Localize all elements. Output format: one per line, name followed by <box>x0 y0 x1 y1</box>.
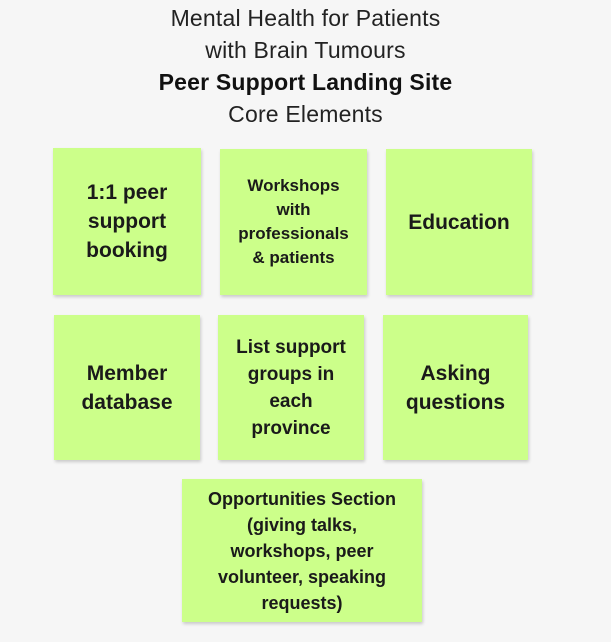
title-line-3: Peer Support Landing Site <box>158 69 453 95</box>
sticky-note-asking-questions[interactable] <box>383 315 528 460</box>
note-text-line: support <box>87 210 167 233</box>
note-text-line: groups in <box>247 363 335 385</box>
sticky-note-support-groups[interactable] <box>218 315 364 460</box>
note-text-line: Opportunities Section <box>207 488 396 509</box>
note-text-line: booking <box>86 239 168 262</box>
sticky-note-peer-support-booking[interactable] <box>53 148 201 295</box>
diagram-title <box>0 2 611 130</box>
title-line-4: Core Elements <box>228 101 383 127</box>
note-text-line: volunteer, speaking <box>217 566 387 587</box>
title-line-1: Mental Health for Patients <box>170 5 441 31</box>
note-text-line: Education <box>408 210 510 234</box>
sticky-note-workshops[interactable] <box>220 149 367 295</box>
sticky-note-member-database[interactable] <box>54 315 200 460</box>
sticky-note-education[interactable] <box>386 149 532 295</box>
title-line-2: with Brain Tumours <box>205 37 406 63</box>
note-text-line: 1:1 peer <box>86 181 168 204</box>
note-text-line: professionals <box>238 224 349 243</box>
note-text-line: Asking <box>420 361 491 385</box>
note-text-line: List support <box>236 336 346 358</box>
note-text-line: database <box>81 390 173 414</box>
note-text-line: Workshops <box>247 176 340 195</box>
sticky-note-opportunities-section[interactable] <box>182 479 422 622</box>
note-text-line: workshops, peer <box>230 540 374 561</box>
note-text-line: Member <box>86 361 168 385</box>
note-text-line: each <box>269 390 313 412</box>
note-text-line: with <box>276 200 311 219</box>
note-text-line: (giving talks, <box>246 514 357 535</box>
note-text-line: questions <box>405 390 506 414</box>
note-text-line: province <box>251 417 331 439</box>
note-text-line: requests) <box>261 592 343 613</box>
note-text-line: & patients <box>252 248 335 267</box>
